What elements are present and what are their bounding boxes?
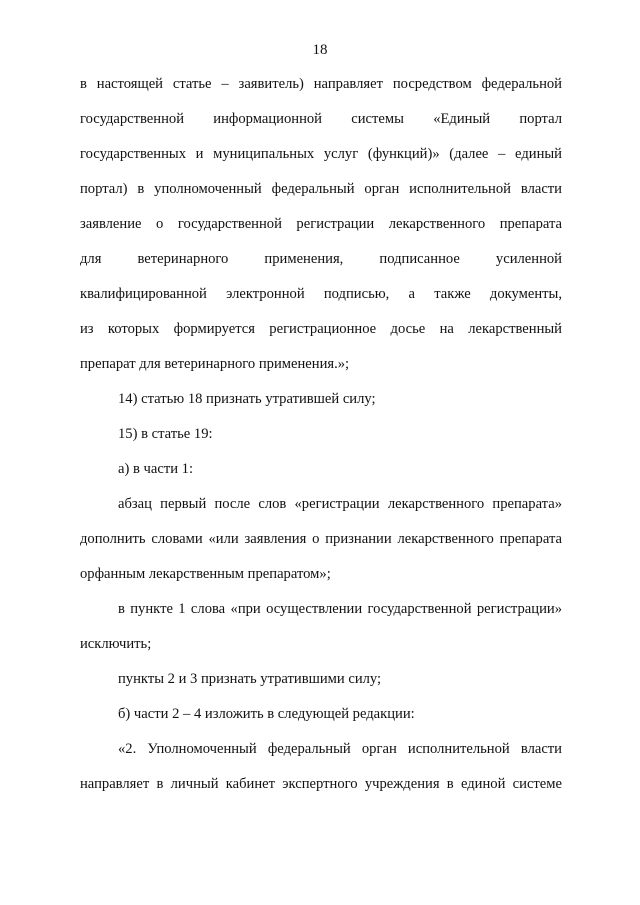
- paragraph-line: пункты 2 и 3 признать утратившими силу;: [118, 671, 382, 687]
- text-line: для ветеринарного применения, подписанное усиленной: [80, 251, 562, 267]
- paragraph-line: абзац первый после слов «регистрации лекарственного препарата»: [118, 496, 562, 512]
- text-line: орфанным лекарственным препаратом»;: [80, 566, 331, 582]
- paragraph-line: 14) статью 18 признать утратившей силу;: [118, 391, 376, 407]
- text-line: препарат для ветеринарного применения.»;: [80, 356, 350, 372]
- paragraph-line: в пункте 1 слова «при осуществлении государственной регистрации»: [118, 601, 562, 617]
- text-line: квалифицированной электронной подписью, а также документы,: [80, 286, 562, 302]
- text-line: заявление о государственной регистрации лекарственного препарата: [80, 216, 562, 232]
- page-number: 18: [312, 42, 328, 58]
- text-line: из которых формируется регистрационное досье на лекарственный: [80, 321, 562, 337]
- text-line: государственных и муниципальных услуг (функций)» (далее – единый: [80, 146, 562, 162]
- text-line: направляет в личный кабинет экспертного учреждения в единой системе: [80, 776, 562, 792]
- text-line: портал) в уполномоченный федеральный орган исполнительной власти: [80, 181, 562, 197]
- text-line: исключить;: [80, 636, 152, 652]
- text-line: дополнить словами «или заявления о признании лекарственного препарата: [80, 531, 562, 547]
- paragraph-line: б) части 2 – 4 изложить в следующей редакции:: [118, 706, 415, 722]
- text-line: в настоящей статье – заявитель) направляет посредством федеральной: [80, 76, 562, 92]
- paragraph-line: а) в части 1:: [118, 461, 194, 477]
- paragraph-line: «2. Уполномоченный федеральный орган исполнительной власти: [118, 741, 562, 757]
- text-line: государственной информационной системы «Единый портал: [80, 111, 562, 127]
- paragraph-line: 15) в статье 19:: [118, 426, 213, 442]
